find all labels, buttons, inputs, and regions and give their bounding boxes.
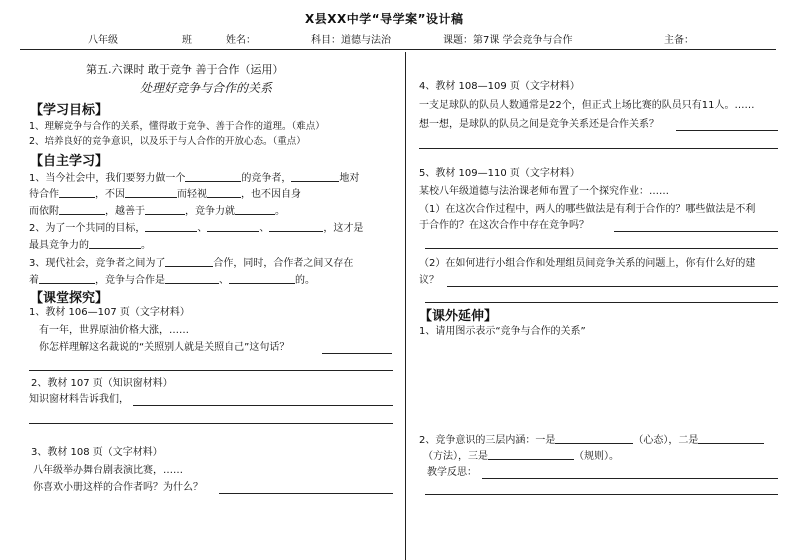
self-q2-line1: 2、为了一个共同的目标， 、 、 ，这才是 [29,220,363,235]
explore-4-text: 一支足球队的队员人数通常是22个，但正式上场比赛的队员只有11人。…… [419,100,755,111]
blank-input[interactable] [207,220,259,232]
explore-5-q2-line1: （2）在如何进行小组合作和处理组员间竞争关系的问题上，你有什么好的建 [419,258,756,269]
explore-5-q1-line1: （1）在这次合作过程中，两人的哪些做法是有利于合作的？哪些做法是不利 [419,204,756,215]
page-title: X县XX中学“导学案”设计稿 [305,12,464,26]
blank-input[interactable] [125,186,177,198]
blank-input[interactable] [555,432,633,444]
explore-heading: 【课堂探究】 [30,291,109,306]
answer-line[interactable] [425,302,778,303]
blank-input[interactable] [39,272,95,284]
explore-3-question: 你喜欢小册这样的合作者吗？为什么？ [33,482,203,493]
answer-line[interactable] [425,248,778,249]
header-rule [20,49,776,50]
goal-2: 2、培养良好的竞争意识，以及乐于与人合作的开放心态。（重点） [29,136,306,147]
blank-input[interactable] [488,448,574,460]
answer-line[interactable] [29,370,393,371]
goals-heading: 【学习目标】 [30,103,109,118]
extension-2-line1: 2、竞争意识的三层内涵：一是 （心态），二是 [419,432,764,447]
explore-3-title: 3、教材 108 页（文字材料） [31,447,163,458]
blank-input[interactable] [698,432,764,444]
blank-input[interactable] [207,186,241,198]
explore-2-question: 知识窗材料告诉我们， [29,394,129,405]
explore-1-question: 你怎样理解这名裁说的“关照别人就是关照自己”这句话？ [39,342,290,353]
explore-1-title: 1、教材 106—107 页（文字材料） [29,307,190,318]
blank-input[interactable] [165,255,213,267]
self-q3-line2: 着 ，竞争与合作是 、 的。 [29,272,315,287]
answer-line[interactable] [322,353,392,354]
self-q1-line3: 而依附 ，越善于 ，竞争力就 。 [29,203,285,218]
self-q1-line2: 待合作 ，不因 而轻视 ，也不因自身 [29,186,301,201]
reflection-line[interactable] [425,494,778,495]
self-q2-line2: 最具竞争力的 。 [29,237,151,252]
blank-input[interactable] [185,170,241,182]
answer-line[interactable] [419,148,778,149]
blank-input[interactable] [145,220,197,232]
answer-line[interactable] [133,405,393,406]
reflection-line[interactable] [482,478,778,479]
answer-line[interactable] [219,493,393,494]
explore-5-q2-line2: 议？ [419,275,439,286]
name-label: 姓名： [226,35,256,46]
explore-5-title: 5、教材 109—110 页（文字材料） [419,168,580,179]
explore-3-text: 八年级举办舞台剧表演比赛，…… [33,465,183,476]
answer-line[interactable] [614,231,778,232]
self-q3-line1: 3、现代社会，竞争者之间为了 合作，同时，合作者之间又存在 [29,255,353,270]
extension-1: 1、请用图示表示“竞争与合作的关系” [419,326,586,337]
class-label: 班 [182,35,192,46]
blank-input[interactable] [235,203,275,215]
column-divider [405,52,406,560]
explore-1-text: 有一年，世界原油价格大涨，…… [39,325,189,336]
self-study-heading: 【自主学习】 [30,154,109,169]
explore-2-title: 2、教材 107 页（知识窗材料） [31,378,173,389]
preparer-label: 主备： [664,35,694,46]
answer-line[interactable] [447,286,778,287]
blank-input[interactable] [89,237,141,249]
self-q1-line1: 1、当今社会中，我们要努力做一个 的竞争者， 地对 [29,170,359,185]
blank-input[interactable] [229,272,295,284]
answer-line[interactable] [29,423,393,424]
explore-4-title: 4、教材 108—109 页（文字材料） [419,81,580,92]
grade-label: 八年级 [88,35,118,46]
blank-input[interactable] [165,272,219,284]
lesson-title: 第五.六课时 敢于竞争 善于合作（运用） [86,63,284,76]
goal-1: 1、理解竞争与合作的关系，懂得敢于竞争、善于合作的道理。（难点） [29,121,325,132]
blank-input[interactable] [145,203,185,215]
topic-label: 课题：第7课 学会竞争与合作 [443,35,573,46]
explore-4-question: 想一想，是球队的队员之间是竞争关系还是合作关系？ [419,119,659,130]
lesson-subtitle: 处理好竞争与合作的关系 [140,81,273,95]
extension-2-line2: （方法），三是 （规则）。 [423,448,619,463]
reflection-label: 教学反思： [427,467,477,478]
explore-5-q1-line2: 于合作的？在这次合作中存在竞争吗？ [419,220,589,231]
blank-input[interactable] [59,186,95,198]
subject-label: 科目：道德与法治 [311,35,391,46]
explore-5-text: 某校八年级道德与法治课老师布置了一个探究作业：…… [419,186,669,197]
blank-input[interactable] [269,220,323,232]
answer-line[interactable] [676,130,778,131]
blank-input[interactable] [291,170,339,182]
extension-heading: 【课外延伸】 [419,309,498,324]
blank-input[interactable] [59,203,105,215]
